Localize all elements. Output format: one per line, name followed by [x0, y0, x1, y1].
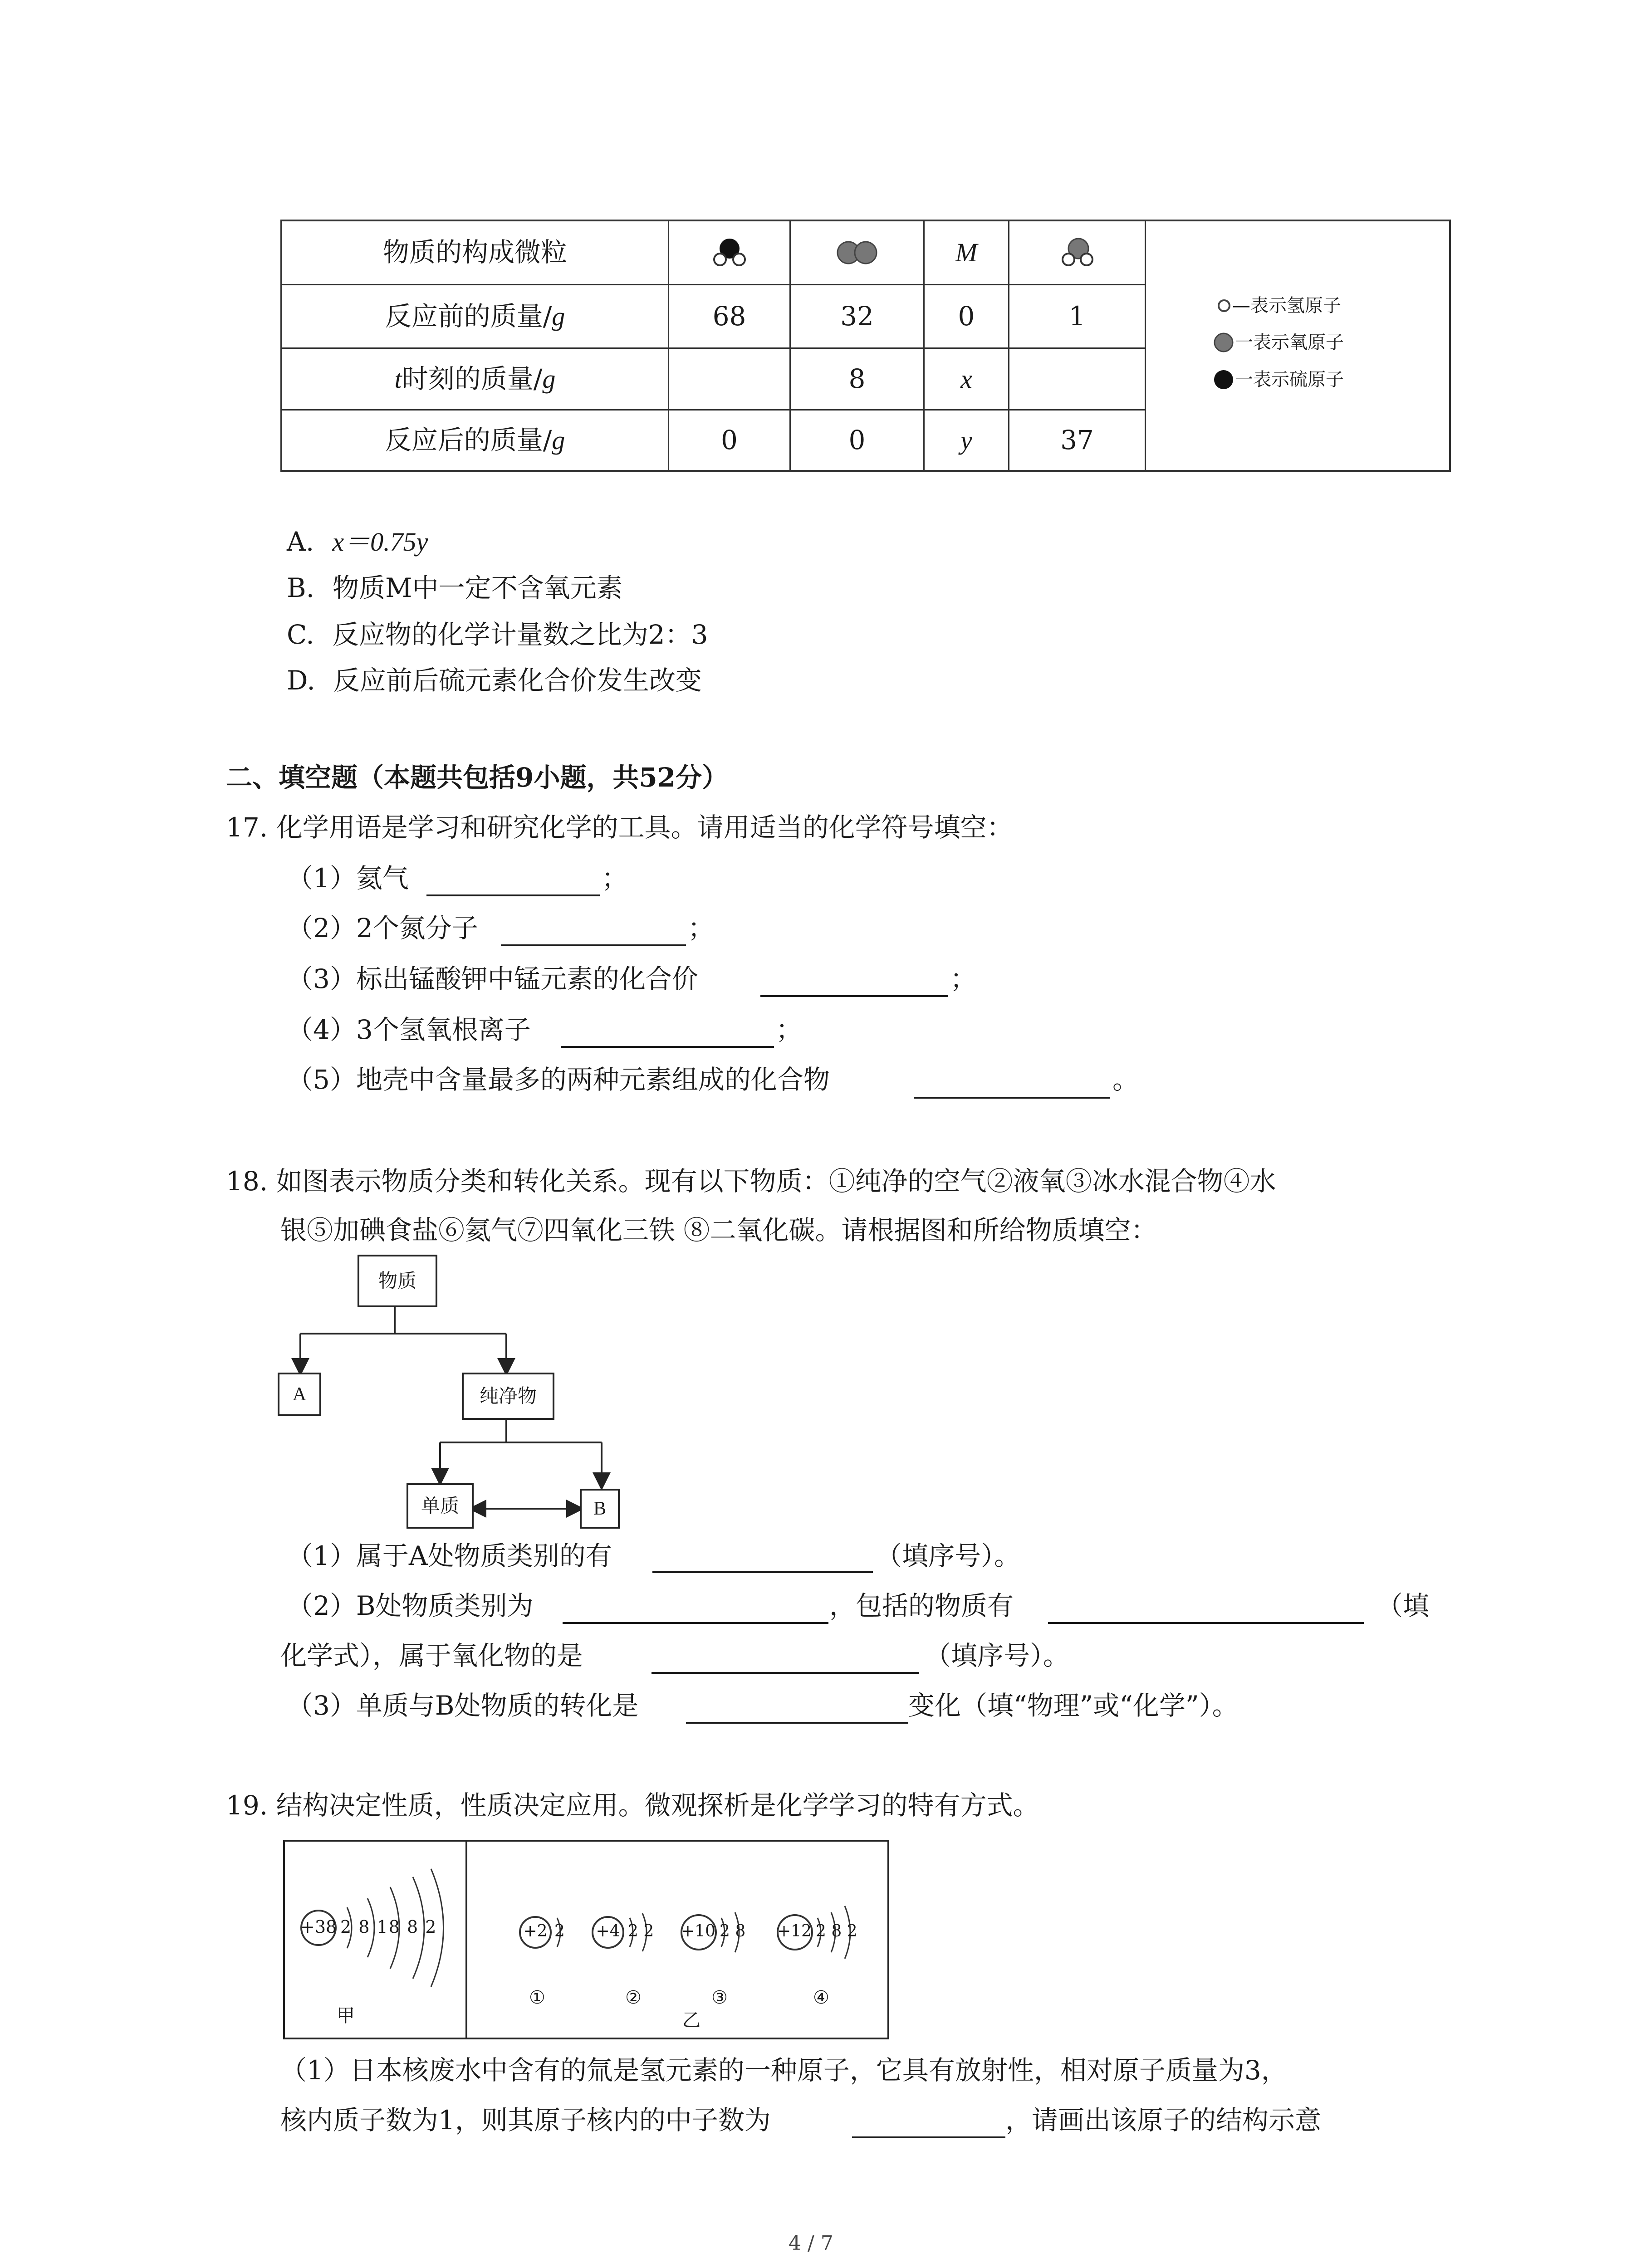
q17-blank-2[interactable]	[501, 944, 686, 946]
q17-item-1: （1）氦气	[287, 863, 409, 894]
atom-2-shells: 2 2	[628, 1922, 654, 1941]
cell-after-o2: 0	[848, 424, 866, 455]
q18-stem-line2: 银⑤加碘食盐⑥氦气⑦四氧化三铁 ⑧二氧化碳。请根据图和所给物质填空：	[280, 1215, 1157, 1246]
q19-stem: 19. 结构决定性质，性质决定应用。微观探析是化学学习的特有方式。	[226, 1790, 1039, 1821]
q18-sub2-line2: 化学式），属于氧化物的是	[280, 1640, 583, 1671]
q17-stem: 17. 化学用语是学习和研究化学的工具。请用适当的化学符号填空：	[226, 812, 1013, 843]
atom-1-shells: 2	[554, 1922, 565, 1941]
atom-3-nucleus: +10	[681, 1922, 715, 1941]
legend-oxygen: 一表示氧原子	[1212, 331, 1344, 354]
section-title: 二、填空题（本题共包括9小题，共52分）	[226, 762, 729, 793]
atom-4-shells: 2 8 2	[816, 1922, 857, 1941]
oxygen-atom-icon	[1212, 331, 1235, 354]
atom-jia-shells: 2 8 18 8 2	[340, 1917, 437, 1937]
q17-blank-5[interactable]	[914, 1097, 1110, 1099]
q18-sub1-text: （1）属于A处物质类别的有	[287, 1540, 612, 1571]
q19-sub1-line2: 核内质子数为1，则其原子核内的中子数为	[280, 2105, 771, 2136]
q18-sub2-mid: ，包括的物质有	[829, 1590, 1014, 1621]
label-jia: 甲	[337, 2005, 355, 2026]
cell-t-o2: 8	[848, 363, 866, 394]
node-pure-substance: 纯净物	[462, 1373, 554, 1420]
q17-end-1: ；	[602, 863, 628, 894]
q17-blank-4[interactable]	[561, 1046, 774, 1048]
q19-sub1-line2-tail: ，请画出该原子的结构示意	[1005, 2105, 1322, 2136]
q18-blank-3[interactable]	[1048, 1622, 1364, 1624]
legend-hydrogen: —表示氢原子	[1216, 295, 1341, 317]
substance-m-label: M	[955, 238, 978, 268]
h2s-molecule-icon	[669, 221, 789, 284]
row-header-particles: 物质的构成微粒	[382, 237, 567, 268]
sulfur-atom-icon	[1212, 368, 1235, 391]
q17-item-3: （3）标出锰酸钾中锰元素的化合价	[287, 963, 698, 994]
cell-before-h2s: 68	[712, 300, 746, 332]
q17-item-4: （4）3个氢氧根离子	[287, 1014, 531, 1045]
cell-t-h2s	[669, 349, 789, 409]
q17-end-2: ；	[688, 913, 715, 943]
cell-t-h2o	[1009, 349, 1145, 409]
node-a: A	[278, 1373, 321, 1416]
atom-2-number: ②	[625, 1987, 642, 2008]
option-d: D. 反应前后硫元素化合价发生改变	[287, 665, 702, 696]
atom-2-nucleus: +4	[596, 1922, 620, 1941]
q18-stem-line1: 18. 如图表示物质分类和转化关系。现有以下物质：①纯净的空气②液氧③冰水混合物④水	[226, 1166, 1276, 1197]
q18-sub2-text: （2）B处物质类别为	[287, 1590, 534, 1621]
row-header-after: 反应后的质量/ g	[385, 424, 565, 455]
node-b: B	[580, 1489, 620, 1529]
atom-3-shells: 2 8	[720, 1922, 746, 1941]
q17-blank-3[interactable]	[760, 995, 948, 997]
cell-after-h2o: 37	[1060, 424, 1094, 455]
label-yi: 乙	[682, 2010, 700, 2031]
page-number: 4 / 7	[789, 2232, 833, 2255]
q17-item-2: （2）2个氮分子	[287, 913, 478, 943]
q17-blank-1[interactable]	[426, 894, 600, 896]
node-substance: 物质	[358, 1255, 437, 1307]
q19-blank-1[interactable]	[852, 2136, 1005, 2138]
row-header-t: t 时刻的质量/ g	[394, 363, 556, 394]
cell-before-h2o: 1	[1068, 300, 1086, 332]
cell-before-o2: 32	[840, 300, 874, 332]
atom-3-number: ③	[711, 1987, 728, 2008]
atom-4-nucleus: +12	[777, 1922, 812, 1941]
q17-end-4: ；	[776, 1014, 803, 1045]
q18-sub2-tail: （填	[1376, 1590, 1430, 1621]
cell-before-m: 0	[958, 300, 975, 332]
q18-sub3-tail: 变化（填“物理”或“化学”）。	[908, 1690, 1239, 1721]
option-a: A. x＝0.75y	[287, 526, 428, 557]
option-b: B. 物质M中一定不含氧元素	[287, 572, 623, 603]
q18-blank-1[interactable]	[652, 1571, 873, 1573]
h2o-molecule-icon	[1009, 221, 1145, 284]
o2-molecule-icon	[791, 221, 923, 284]
q17-end-3: ；	[950, 963, 977, 994]
hydrogen-atom-icon	[1216, 298, 1232, 314]
q19-sub1-line1: （1）日本核废水中含有的氚是氢元素的一种原子，它具有放射性，相对原子质量为3，	[280, 2055, 1288, 2086]
legend-sulfur: 一表示硫原子	[1212, 368, 1344, 391]
q18-blank-4[interactable]	[652, 1672, 919, 1674]
atom-1-number: ①	[529, 1987, 545, 2008]
q18-blank-2[interactable]	[563, 1622, 828, 1624]
atom-4-number: ④	[813, 1987, 829, 2008]
q18-sub2-line2-tail: （填序号）。	[925, 1640, 1070, 1671]
q17-item-5: （5）地壳中含量最多的两种元素组成的化合物	[287, 1064, 830, 1095]
option-c: C. 反应物的化学计量数之比为2：3	[287, 619, 708, 650]
q18-sub3-text: （3）单质与B处物质的转化是	[287, 1690, 639, 1721]
cell-t-m: x	[960, 364, 972, 394]
atom-jia-nucleus: +38	[300, 1917, 337, 1937]
cell-after-m: y	[960, 425, 972, 455]
row-header-before: 反应前的质量/ g	[385, 300, 565, 332]
node-element: 单质	[407, 1483, 474, 1529]
atom-1-nucleus: +2	[523, 1922, 548, 1941]
q17-end-5: 。	[1112, 1064, 1139, 1095]
atom-figure-divider	[465, 1840, 467, 2039]
q18-sub1-tail: （填序号）。	[876, 1540, 1021, 1571]
q18-blank-5[interactable]	[686, 1722, 908, 1724]
cell-after-h2s: 0	[721, 424, 738, 455]
